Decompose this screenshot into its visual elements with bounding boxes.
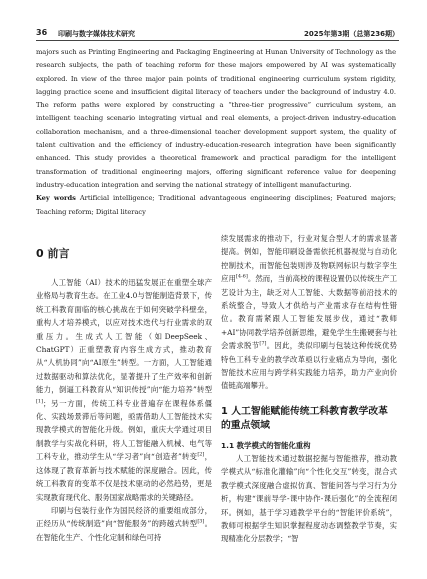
left-paragraph-1: 人工智能（AI）技术的迅猛发展正在重塑全球产业格局与教育生态。在工业4.0与智能制造背景下，传统工科教育面临的核心挑战在于如何突破学科壁垒，重构人才培养模式，以应对技术迭代与行业需求的双重压力。生成式人工智能（如DeepSeek、ChatGPT）正重塑教育内容生成方式，推动教育从“人机协同”向“AI原生”转型。一方面，人工智能通过数据驱动和算法优化，显著提升了生产效率和创新能力，倒逼工科教育从“知识传授”向“能力培养”转型[1]；另一方面，传统工科专业普遍存在课程体系僵化、实践场景滞后等问题，亟需借助人工智能技术实现教学模式的智能化升级。例如，重庆大学通过项目制教学与实战化科研，将人工智能融入机械、电气等工科专业，推动学生从“学习者”向“创造者”转变[2]，这体现了教育革新与技术赋能的深度融合。因此，传统工科教育的变革不仅是技术驱动的必然趋势，更是实现教育现代化、服务国家战略需求的关键路径。 (36, 278, 213, 502)
right-paragraph-2: 人工智能技术通过数据挖掘与智能推荐，推动教学模式从“标准化灌输”向“个性化交互”转变，混合式教学模式深度融合虚拟仿真、智能问答与学习行为分析，构建“课前导学-课中协作-课后强化”的全流程闭环。例如，基于学习通教学平台的“智能评价系统”，教师可根据学生知识掌握程度动态调整教学节奏，实现精准化分层教学；“智 (221, 453, 397, 544)
running-header (36, 28, 399, 40)
section-heading-preface: 0 前言 (36, 247, 70, 260)
page-number: 36 (36, 28, 48, 37)
right-paragraph-1: 续发展需求的推动下，行业对复合型人才的需求显著提高。例如，智能印刷设备需依托机器视觉与自动化控制技术，而智能包装则涉及物联网标识与数字孪生应用[4-6]。然而，当前高校的课程设置仍以传统生产工艺设计为主，缺乏对人工智能、大数据等前沿技术的系统整合，导致人才供给与产业需求存在结构性错位。教育需紧跟人工智能发展步伐，通过“教师+AI”协同教学培养创新思维，避免学生生搬硬套与社会需求脱节[7]。因此，类似印刷与包装这种传统优势特色工科专业的教学改革亟以行业痛点为导向，强化智能技术应用与跨学科实践能力培养，助力产业向价值链高端攀升。 (221, 234, 397, 391)
journal-name: 印刷与数字媒体技术研究 (58, 30, 135, 38)
left-column (36, 232, 212, 544)
issue-info: 2025年第3期（总第236期） (304, 30, 399, 38)
keywords-text: Artificial intelligence; Traditional advantageous engineering disciplines; Featured majors; Teaching reform; Digital literacy (36, 194, 396, 216)
english-abstract (36, 46, 396, 219)
header-rule (36, 40, 399, 41)
abstract-text: majors such as Printing Engineering and Packaging Engineering at Hunan University of Technology as the research subjects, the path of teaching reform for these majors empowered by AI was systematically explored. In view of the three major pain points of traditional engineering curriculum system rigidity, lagging practice scene and insufficient digital literacy of teachers under the background of industry 4.0. The reform paths were explored by constructing a “three-tier progressive” curriculum system, an intelligent teaching scenario integrating virtual and real elements, a project-driven industry-education collaboration mechanism, and a three-dimensional teacher development support system, the quality of talent cultivation and the efficiency of industry-education-research integration have been significantly enhanced. This study provides a theoretical framework and practical paradigm for the intelligent transformation of traditional engineering majors, offering significant reference value for deepening industry-education integration and serving the national strategy of intelligent manufacturing. (36, 48, 396, 189)
keywords (36, 192, 396, 219)
subsection-heading-1-1: 1.1 教学模式的智能化重构 (221, 440, 311, 450)
right-column (221, 232, 397, 546)
left-paragraph-2: 印刷与包装行业作为国民经济的重要组成部分，正经历从“传统制造”向“智能服务”的跨越式转型[3]。在智能化生产、个性化定制和绿色可持 (36, 505, 213, 542)
section-heading-1: 1 人工智能赋能传统工科教育教学改革的重点领域 (221, 405, 388, 431)
keywords-label: Key words (36, 194, 76, 203)
